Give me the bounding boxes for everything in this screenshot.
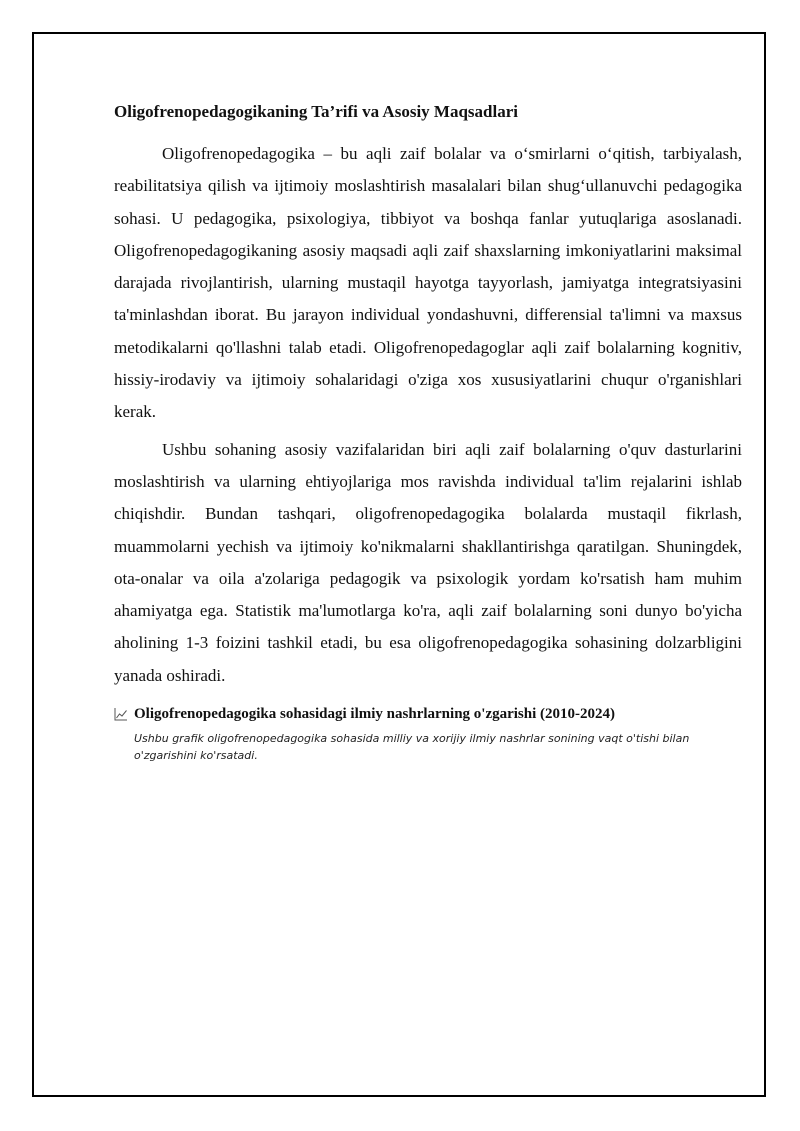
document-title: Oligofrenopedagogikaning Ta’rifi va Asosiy Maqsadlari xyxy=(114,102,518,121)
paragraph-2: Ushbu sohaning asosiy vazifalaridan biri aqli zaif bolalarning o'quv dasturlarini moslashtirish va ularning ehtiyojlariga mos ravishda individual ta'lim rejalarini ishlab chiqishdir. Bundan tashqari, oligofrenopedagogika bolalarda mustaqil fikrlash, muammolarni yechish va ijtimoiy ko'nikmalarni shakllantirishga qaratilgan. Shuningdek, ota-onalar va oila a'zolariga pedagogik va psixologik yordam ko'rsatish ham muhim ahamiyatga ega. Statistik ma'lumotlarga ko'ra, aqli zaif bolalarning soni dunyo bo'yicha aholining 1-3 foizini tashkil etadi, bu esa oligofrenopedagogika sohasining dolzarbligini yanada oshiradi. xyxy=(114,439,742,685)
chart-description: Ushbu grafik oligofrenopedagogika sohasida milliy va xorijiy ilmiy nashrlar sonining vaqt o'tishi bilan o'zgarishini ko'rsatadi. xyxy=(134,732,690,763)
paragraph-1: Oligofrenopedagogika – bu aqli zaif bolalar va o‘smirlarni o‘qitish, tarbiyalash, reabilitatsiya qilish va ijtimoiy moslashtirish masalalari bilan shug‘ullanuvchi pedagogika sohasi. U pedagogika, psixologiya, tibbiyot va boshqa fanlar yutuqlariga asoslanadi. Oligofrenopedagogikaning asosiy maqsadi aqli zaif shaxslarning imkoniyatlarini maksimal darajada rivojlantirish, ularning mustaqil hayotga tayyorlash, jamiyatga integratsiyasini ta'minlashdan iborat. Bu jarayon individual yondashuvni, differensial ta'limni va maxsus metodikalarni qo'llashni talab etadi. Oligofrenopedagoglar aqli zaif bolalarning kognitiv, hissiy-irodaviy va ijtimoiy sohalaridagi o'ziga xos xususiyatlarini chuqur o'rganishlari kerak. xyxy=(114,144,742,422)
chart-title: Oligofrenopedagogika sohasidagi ilmiy nashrlarning o'zgarishi (2010-2024) xyxy=(134,706,616,723)
chart-heading xyxy=(114,704,742,724)
chart-icon xyxy=(114,707,128,721)
document-body xyxy=(114,100,742,764)
